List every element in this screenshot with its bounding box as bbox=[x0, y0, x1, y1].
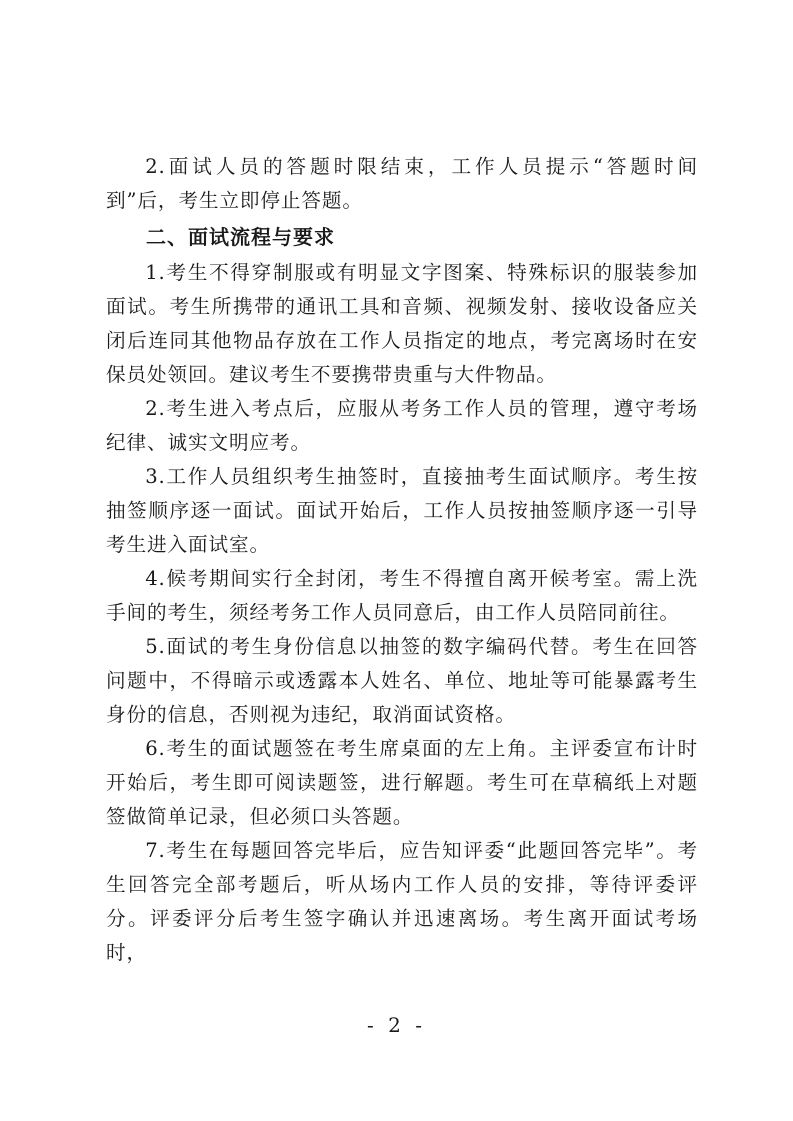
paragraph-rule-2: 2.考生进入考点后，应服从考务工作人员的管理，遵守考场纪律、诚实文明应考。 bbox=[106, 397, 698, 454]
paragraph-answer-time: 2.面试人员的答题时限结束，工作人员提示“答题时间到”后，考生立即停止答题。 bbox=[106, 155, 698, 212]
paragraph-rule-6: 6.考生的面试题签在考生席桌面的左上角。主评委宣布计时开始后，考生即可阅读题签，进行解题。考生可在草稿纸上对题签做简单记录，但必须口头答题。 bbox=[106, 737, 698, 828]
paragraph-rule-5: 5.面试的考生身份信息以抽签的数字编码代替。考生在回答问题中，不得暗示或透露本人姓名、单位、地址等可能暴露考生身份的信息，否则视为违纪，取消面试资格。 bbox=[106, 635, 698, 726]
paragraph-rule-3: 3.工作人员组织考生抽签时，直接抽考生面试顺序。考生按抽签顺序逐一面试。面试开始后，工作人员按抽签顺序逐一引导考生进入面试室。 bbox=[106, 465, 698, 556]
document-body bbox=[106, 150, 698, 970]
page-number: - 2 - bbox=[367, 1013, 426, 1037]
paragraph-rule-7: 7.考生在每题回答完毕后，应告知评委“此题回答完毕”。考生回答完全部考题后，听从场内工作人员的安排，等待评委评分。评委评分后考生签字确认并迅速离场。考生离开面试考场时， bbox=[106, 839, 698, 964]
paragraph-rule-4: 4.候考期间实行全封闭，考生不得擅自离开候考室。需上洗手间的考生，须经考务工作人员同意后，由工作人员陪同前往。 bbox=[106, 567, 698, 624]
paragraph-rule-1: 1.考生不得穿制服或有明显文字图案、特殊标识的服装参加面试。考生所携带的通讯工具和音频、视频发射、接收设备应关闭后连同其他物品存放在工作人员指定的地点，考完离场时在安保员处领回。建议考生不要携带贵重与大件物品。 bbox=[106, 261, 698, 386]
section-heading-interview-process: 二、面试流程与要求 bbox=[146, 225, 335, 249]
